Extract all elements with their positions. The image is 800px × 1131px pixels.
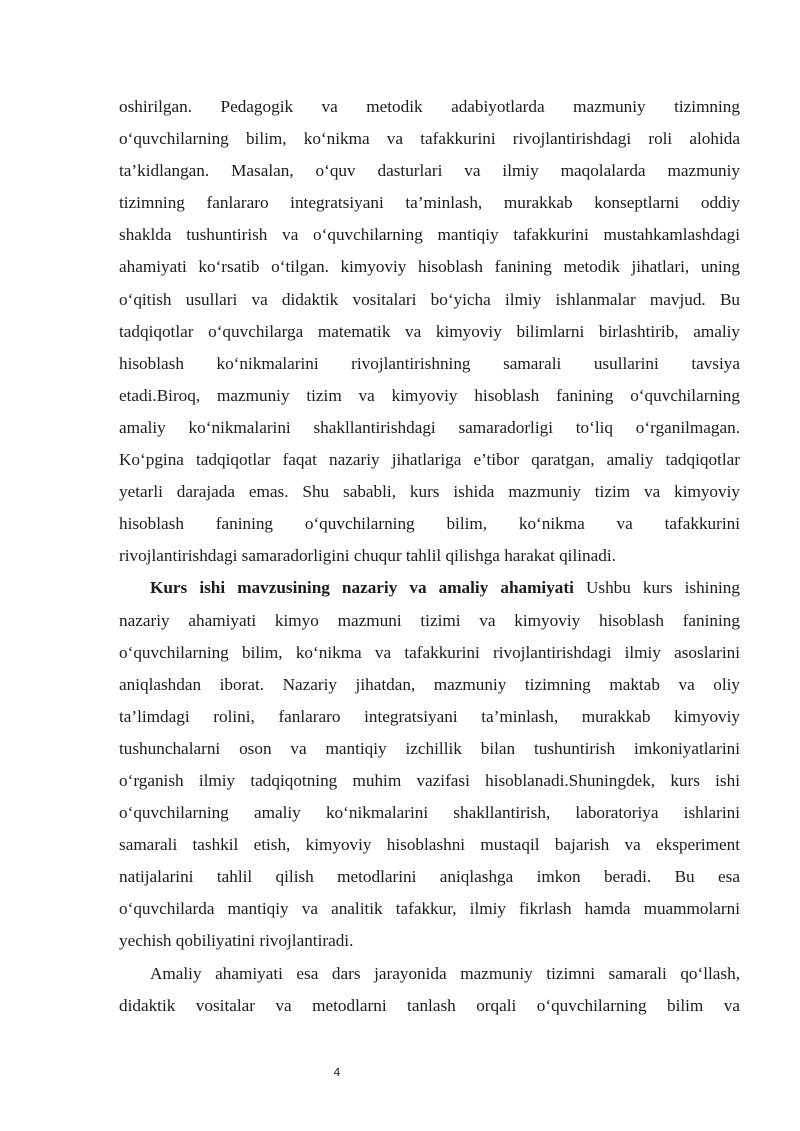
text-line: aniqlashdan iborat. Nazariy jihatdan, mazmuniy tizimning maktab va oliy (119, 674, 740, 694)
text-line: hisoblash fanining o‘quvchilarning bilim, ko‘nikma va tafakkurini (119, 514, 740, 534)
text-line: nazariy ahamiyati kimyo mazmuni tizimi va kimyoviy hisoblash fanining (119, 610, 740, 630)
text-line: yetarli darajada emas. Shu sababli, kurs ishida mazmuniy tizim va kimyoviy (119, 482, 740, 502)
section-heading: Kurs ishi mavzusining nazariy va amaliy ahamiyati (150, 578, 574, 598)
text-line: ahamiyati ko‘rsatib o‘tilgan. kimyoviy hisoblash fanining metodik jihatlari, uning (119, 257, 740, 277)
text-line: tizimning fanlararo integratsiyani ta’minlash, murakkab konseptlarni oddiy (119, 193, 740, 213)
body-text (119, 91, 740, 1022)
section-heading-line (119, 572, 740, 604)
text-line: o‘rganish ilmiy tadqiqotning muhim vazifasi hisoblanadi.Shuningdek, kurs ishi (119, 770, 740, 790)
text-line: ta’kidlangan. Masalan, o‘quv dasturlari va ilmiy maqolalarda mazmuniy (119, 161, 740, 181)
text-line: shaklda tushuntirish va o‘quvchilarning mantiqiy tafakkurini mustahkamlashdagi (119, 225, 740, 245)
text-line: didaktik vositalar va metodlarni tanlash orqali o‘quvchilarning bilim va (119, 995, 740, 1015)
text-line: Amaliy ahamiyati esa dars jarayonida mazmuniy tizimni samarali qo‘llash, (150, 963, 740, 983)
text-line: amaliy ko‘nikmalarini shakllantirishdagi samaradorligi to‘liq o‘rganilmagan. (119, 417, 740, 437)
text-line: o‘quvchilarning bilim, ko‘nikma va tafakkurini rivojlantirishdagi ilmiy asoslarini (119, 642, 740, 662)
page-number: 4 (333, 1066, 341, 1079)
text-line: oshirilgan. Pedagogik va metodik adabiyotlarda mazmuniy tizimning (119, 97, 740, 116)
text-line: o‘qitish usullari va didaktik vositalari bo‘yicha ilmiy ishlanmalar mavjud. Bu (119, 289, 740, 309)
text-line: tushunchalarni oson va mantiqiy izchillik bilan tushuntirish imkoniyatlarini (119, 738, 740, 758)
text-line: o‘quvchilarning bilim, ko‘nikma va tafakkurini rivojlantirishdagi roli alohida (119, 129, 740, 149)
text-line: o‘quvchilarda mantiqiy va analitik tafakkur, ilmiy fikrlash hamda muammolarni (119, 899, 740, 919)
text-line: Ko‘pgina tadqiqotlar faqat nazariy jihatlariga e’tibor qaratgan, amaliy tadqiqotlar (119, 450, 740, 470)
text-line: tadqiqotlar o‘quvchilarga matematik va kimyoviy bilimlarni birlashtirib, amaliy (119, 321, 740, 341)
text-line: natijalarini tahlil qilish metodlarini aniqlashga imkon beradi. Bu esa (119, 867, 740, 887)
text-line: samarali tashkil etish, kimyoviy hisoblashni mustaqil bajarish va eksperiment (119, 835, 740, 855)
text-line: yechish qobiliyatini rivojlantiradi. (119, 931, 354, 951)
text-line: rivojlantirishdagi samaradorligini chuqur tahlil qilishga harakat qilinadi. (119, 546, 616, 566)
text-line: hisoblash ko‘nikmalarini rivojlantirishning samarali usullarini tavsiya (119, 353, 740, 373)
text-line: etadi.Biroq, mazmuniy tizim va kimyoviy hisoblash fanining o‘quvchilarning (119, 385, 740, 405)
text-run: Ushbu kurs ishining (573, 578, 740, 598)
text-line: ta’limdagi rolini, fanlararo integratsiyani ta’minlash, murakkab kimyoviy (119, 706, 740, 726)
text-line: o‘quvchilarning amaliy ko‘nikmalarini shakllantirish, laboratoriya ishlarini (119, 803, 740, 823)
